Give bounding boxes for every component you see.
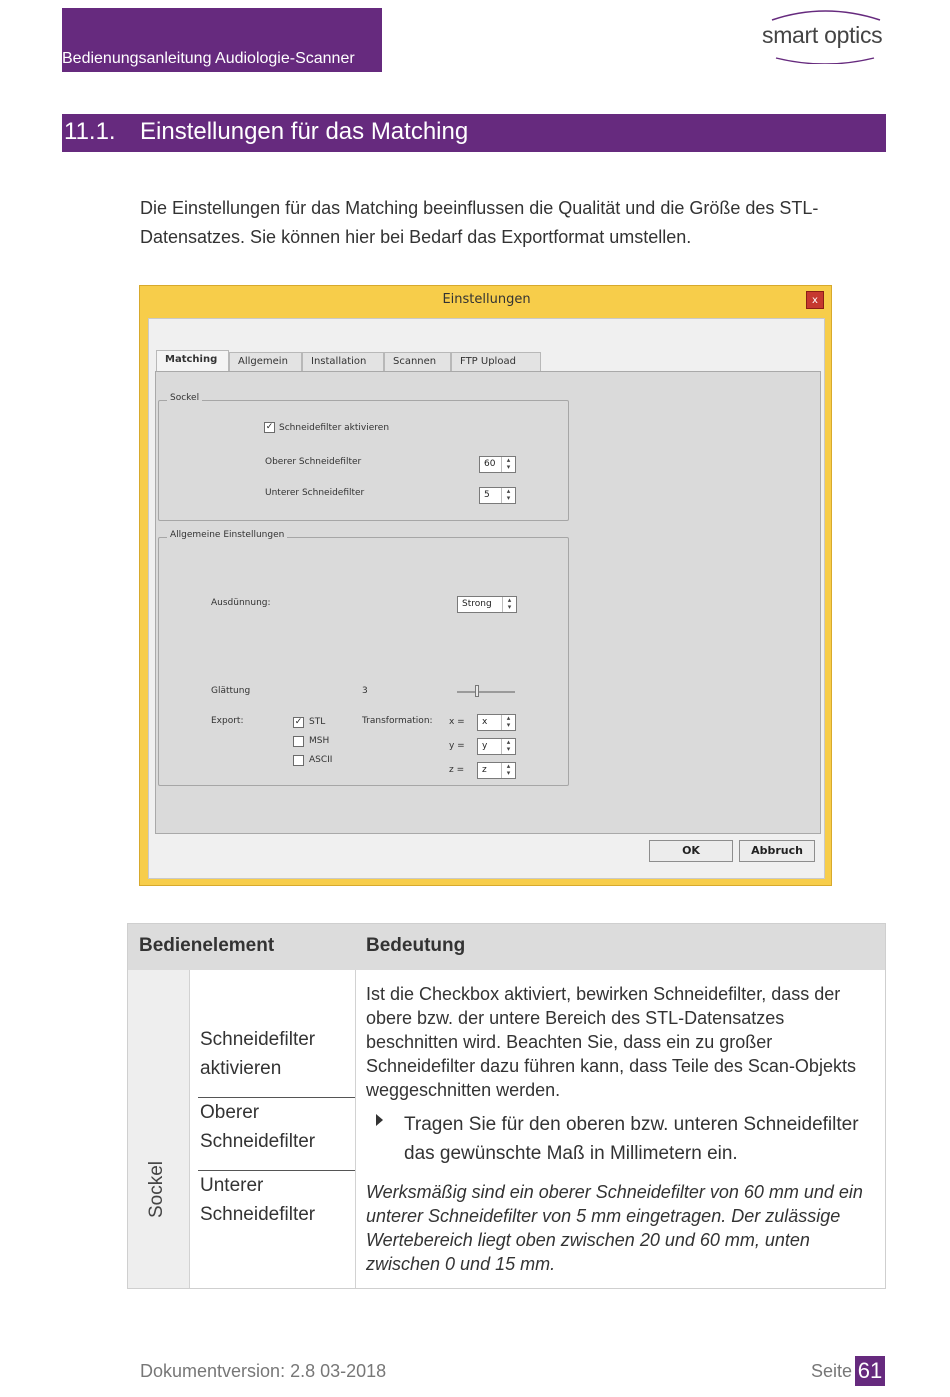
upper-cutfilter-stepper[interactable] (479, 456, 516, 473)
element-name-line: Schneidefilter (200, 1131, 316, 1152)
transformation-label: Transformation: (362, 716, 433, 726)
stepper-arrows-icon[interactable]: ▴ ▾ (501, 457, 515, 472)
group-label-sockel: Sockel (146, 1160, 167, 1218)
export-msh-label: MSH (309, 736, 330, 746)
lower-cutfilter-stepper[interactable] (479, 487, 516, 504)
axis-y-label: y = (449, 741, 465, 751)
table-header-meaning: Bedeutung (366, 935, 466, 956)
export-stl-checkbox[interactable]: ✓ (294, 717, 303, 727)
export-label: Export: (211, 716, 244, 726)
lower-cutfilter-value: 5 (484, 490, 490, 500)
company-logo (762, 8, 888, 64)
dialog-title: Einstellungen (442, 292, 531, 307)
page-label: Seite (811, 1361, 853, 1381)
export-msh-checkbox[interactable] (293, 736, 304, 747)
table-row-element (200, 1171, 315, 1229)
table-row-element (200, 1098, 315, 1156)
upper-cutfilter-value: 60 (484, 459, 496, 469)
stepper-arrows-icon[interactable]: ▴ ▾ (501, 715, 515, 730)
stepper-arrows-icon[interactable]: ▴ ▾ (501, 763, 515, 778)
thinning-select[interactable] (457, 596, 517, 613)
tab-matching[interactable]: Matching (156, 350, 229, 371)
general-settings-group (158, 530, 569, 786)
page-number: 61 (855, 1356, 885, 1386)
axis-z-select[interactable] (477, 762, 516, 779)
export-ascii-checkbox[interactable] (293, 755, 304, 766)
element-name-line: Unterer (200, 1175, 264, 1196)
element-name-line: Schneidefilter (200, 1204, 316, 1225)
stepper-arrows-icon[interactable]: ▴ ▾ (502, 597, 516, 612)
bullet-arrow-icon (376, 1114, 383, 1126)
axis-y-value: y (482, 741, 488, 751)
axis-x-value: x (482, 717, 488, 727)
default-values-note: Werksmäßig sind ein oberer Schneidefilter von 60 mm und ein unterer Schneidefilter von 5 mm eingetragen. Der zulässige Wertebereich liegt oben zwischen 20 und 60 mm, unten zwischen 0 und 15 mm. (366, 1182, 863, 1274)
section-title: Einstellungen für das Matching (140, 118, 469, 145)
smoothing-slider[interactable] (457, 691, 515, 693)
sockel-legend: Sockel (167, 393, 202, 403)
thinning-label: Ausdünnung: (211, 598, 271, 608)
intro-paragraph: Die Einstellungen für das Matching beeinflussen die Qualität und die Größe des STL-Datensatzes. Sie können hier bei Bedarf das Exportformat umstellen. (140, 198, 819, 247)
tab-scannen[interactable]: Scannen (384, 352, 451, 371)
settings-dialog (139, 285, 832, 886)
table-header-element: Bedienelement (139, 935, 275, 956)
cutfilter-checkbox-label: Schneidefilter aktivieren (279, 423, 390, 433)
export-stl-label: STL (309, 717, 326, 727)
matching-panel (155, 371, 821, 834)
axis-y-select[interactable] (477, 738, 516, 755)
table-row-element (200, 1025, 315, 1083)
sockel-group (158, 393, 569, 521)
element-name-line: Oberer (200, 1102, 260, 1123)
cutfilter-checkbox[interactable]: ✓ (265, 422, 274, 432)
general-settings-legend: Allgemeine Einstellungen (167, 530, 287, 540)
ok-button[interactable]: OK (649, 840, 733, 862)
axis-x-label: x = (449, 717, 465, 727)
axis-z-label: z = (449, 765, 465, 775)
stepper-arrows-icon[interactable]: ▴ ▾ (501, 739, 515, 754)
axis-x-select[interactable] (477, 714, 516, 731)
tab-allgemein[interactable]: Allgemein (229, 352, 302, 371)
thinning-value: Strong (462, 599, 492, 609)
instruction-bullet: Tragen Sie für den oberen bzw. unteren Schneidefilter das gewünschte Maß in Millimetern ein. (404, 1114, 859, 1164)
dialog-body (148, 318, 825, 879)
tab-installation[interactable]: Installation (302, 352, 384, 371)
stepper-arrows-icon[interactable]: ▴ ▾ (501, 488, 515, 503)
axis-z-value: z (482, 765, 487, 775)
element-name-line: Schneidefilter (200, 1029, 316, 1050)
smoothing-label: Glättung (211, 686, 251, 696)
smoothing-slider-thumb[interactable] (475, 685, 479, 697)
cancel-button[interactable]: Abbruch (739, 840, 815, 862)
group-column (128, 970, 190, 1288)
element-name-line: aktivieren (200, 1058, 282, 1079)
smoothing-value: 3 (362, 686, 368, 696)
column-divider (355, 970, 356, 1288)
close-icon[interactable]: x (806, 291, 824, 309)
lower-cutfilter-label: Unterer Schneidefilter (265, 488, 365, 498)
document-title: Bedienungsanleitung Audiologie-Scanner (62, 50, 355, 67)
table-header-row (128, 924, 885, 970)
document-version: Dokumentversion: 2.8 03-2018 (140, 1361, 387, 1381)
controls-table (127, 923, 886, 1289)
upper-cutfilter-label: Oberer Schneidefilter (265, 457, 362, 467)
tab-ftp-upload[interactable]: FTP Upload (451, 352, 541, 371)
logo-wordmark: smart optics (762, 22, 883, 48)
export-ascii-label: ASCII (309, 755, 333, 765)
section-number: 11.1. (64, 118, 116, 145)
meaning-description: Ist die Checkbox aktiviert, bewirken Schneidefilter, dass der obere bzw. der untere Bereich des STL-Datensatzes beschnitten wird. Beachten Sie, dass ein zu großer Schneidefilter dazu führen kann, dass Teile des Scan-Objekts weggeschnitten werden. (366, 984, 856, 1100)
